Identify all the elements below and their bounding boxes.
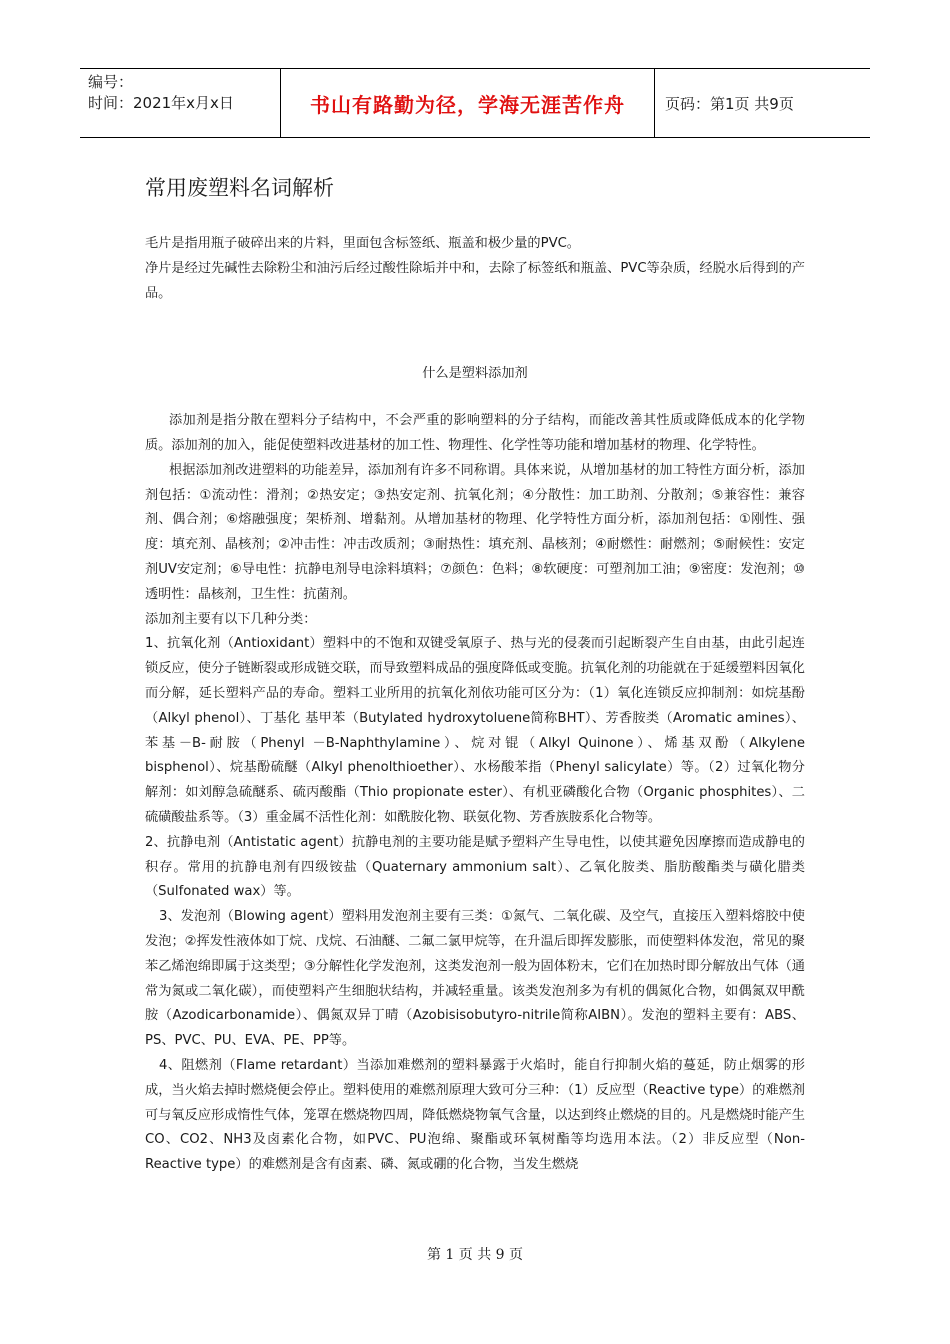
- time-label: 时间：2021年x月x日: [88, 94, 234, 112]
- header-meta: [80, 69, 280, 137]
- section-heading: 什么是塑料添加剂: [422, 366, 528, 382]
- page-info: 页码：第1页 共9页: [665, 94, 794, 113]
- body-paragraph: 添加剂是指分散在塑料分子结构中，不会严重的影响塑料的分子结构，而能改善其性质或降低成本的化学物质。添加剂的加入，能促使塑料改进基材的加工性、物理性、化学性等功能和增加基材的物理、化学特性。: [145, 413, 805, 453]
- body-paragraph: 4、阻燃剂（Flame retardant）当添加难燃剂的塑料暴露于火焰时，能自行抑制火焰的蔓延，防止烟雾的形成，当火焰去掉时燃烧便会停止。塑料使用的难燃剂原理大致可分三种：（1）反应型（Reactive type）的难燃剂可与氧反应形成惰性气体，笼罩在燃烧物四周，降低燃烧物氧气含量，以达到终止燃烧的目的。凡是燃烧时能产生CO、CO2、NH3及卤素化合物，如PVC、PU泡绵、聚酯或环氧树酯等均选用本法。（2）非反应型（Non-Reactive type）的难燃剂是含有卤素、磷、氮或硼的化合物，当发生燃烧: [145, 1057, 805, 1173]
- document-title: 常用废塑料名词解析: [145, 176, 334, 200]
- intro-paragraph: 净片是经过先碱性去除粉尘和油污后经过酸性除垢并中和，去除了标签纸和瓶盖、PVC等杂质，经脱水后得到的产品。: [145, 260, 805, 301]
- motto-text: 书山有路勤为径，学海无涯苦作舟: [310, 92, 625, 117]
- number-label: 编号：: [88, 73, 134, 91]
- body-paragraph: 2、抗静电剂（Antistatic agent）抗静电剂的主要功能是赋予塑料产生导电性，以使其避免因摩擦而造成静电的积存。常用的抗静电剂有四级铵盐（Quaternary ammonium salt）、乙氧化胺类、脂肪酸酯类与磺化腊类（Sulfonated wax）等。: [145, 834, 805, 900]
- body-paragraph: 3、发泡剂（Blowing agent）塑料用发泡剂主要有三类：①氮气、二氧化碳、及空气，直接压入塑料熔胶中使发泡；②挥发性液体如丁烷、戊烷、石油醚、二氟二氯甲烷等，在升温后即挥发膨胀，而使塑料体发泡，常见的聚苯乙烯泡绵即属于这类型；③分解性化学发泡剂，这类发泡剂一般为固体粉末，它们在加热时即分解放出气体（通常为氮或二氧化碳），而使塑料产生细胞状结构，并减轻重量。该类发泡剂多为有机的偶氮化合物，如偶氮双甲酰胺（Azodicarbonamide）、偶氮双异丁晴（Azobisisobutyro-nitrile简称AIBN）。发泡的塑料主要有：ABS、PS、PVC、PU、EVA、PE、PP等。: [145, 909, 805, 1049]
- intro-paragraph: 毛片是指用瓶子破碎出来的片料，里面包含标签纸、瓶盖和极少量的PVC。: [145, 236, 580, 251]
- body-paragraph: 1、抗氧化剂（Antioxidant）塑料中的不饱和双键受氧原子、热与光的侵袭而引起断裂产生自由基，由此引起连锁反应，使分子链断裂或形成链交联，而导致塑料成品的强度降低或变脆。抗氧化剂的功能就在于延缓塑料因氧化而分解，延长塑料产品的寿命。塑料工业所用的抗氧化剂依功能可区分为：（1）氧化连锁反应抑制剂：如烷基酚（Alkyl phenol）、丁基化 基甲苯（Butylated hydroxytoluene简称BHT）、芳香胺类（Aromatic amines）、苯基－B-耐胺（Phenyl －B-Naphthylamine）、烷对锟（Alkyl Quinone）、烯基双酚（Alkylene bisphenol）、烷基酚硫醚（Alkyl phenolthioether）、水杨酸苯指（Phenyl salicylate）等。（2）过氧化物分解剂：如刘醇急硫醚系、硫丙酸酯（Thio propionate ester）、有机亚磷酸化合物（Organic phosphites）、二硫磺酸盐系等。（3）重金属不活性化剂：如酰胺化物、联氨化物、芳香族胺系化合物等。: [145, 636, 805, 825]
- page-footer: 第 1 页 共 9 页: [426, 1247, 524, 1263]
- document-body: [145, 232, 805, 1178]
- body-paragraph: 添加剂主要有以下几种分类：: [145, 611, 317, 627]
- document-header: [80, 68, 870, 138]
- header-motto-cell: [280, 69, 655, 137]
- header-page-cell: [655, 69, 870, 137]
- body-paragraph: 根据添加剂改进塑料的功能差异，添加剂有许多不同称谓。具体来说，从增加基材的加工特性方面分析，添加剂包括：①流动性：滑剂；②热安定；③热安定剂、抗氧化剂；④分散性：加工助剂、分散剂；⑤兼容性：兼容剂、偶合剂；⑥熔融强度；架桥剂、增黏剂。从增加基材的物理、化学特性方面分析，添加剂包括：①刚性、强度：填充剂、晶核剂；②冲击性：冲击改质剂；③耐热性：填充剂、晶核剂；④耐燃性：耐燃剂；⑤耐候性：安定剂UV安定剂；⑥导电性：抗静电剂导电涂料填料；⑦颜色：色料；⑧软硬度：可塑剂加工油；⑨密度：发泡剂；⑩透明性：晶核剂，卫生性：抗菌剂。: [145, 462, 805, 602]
